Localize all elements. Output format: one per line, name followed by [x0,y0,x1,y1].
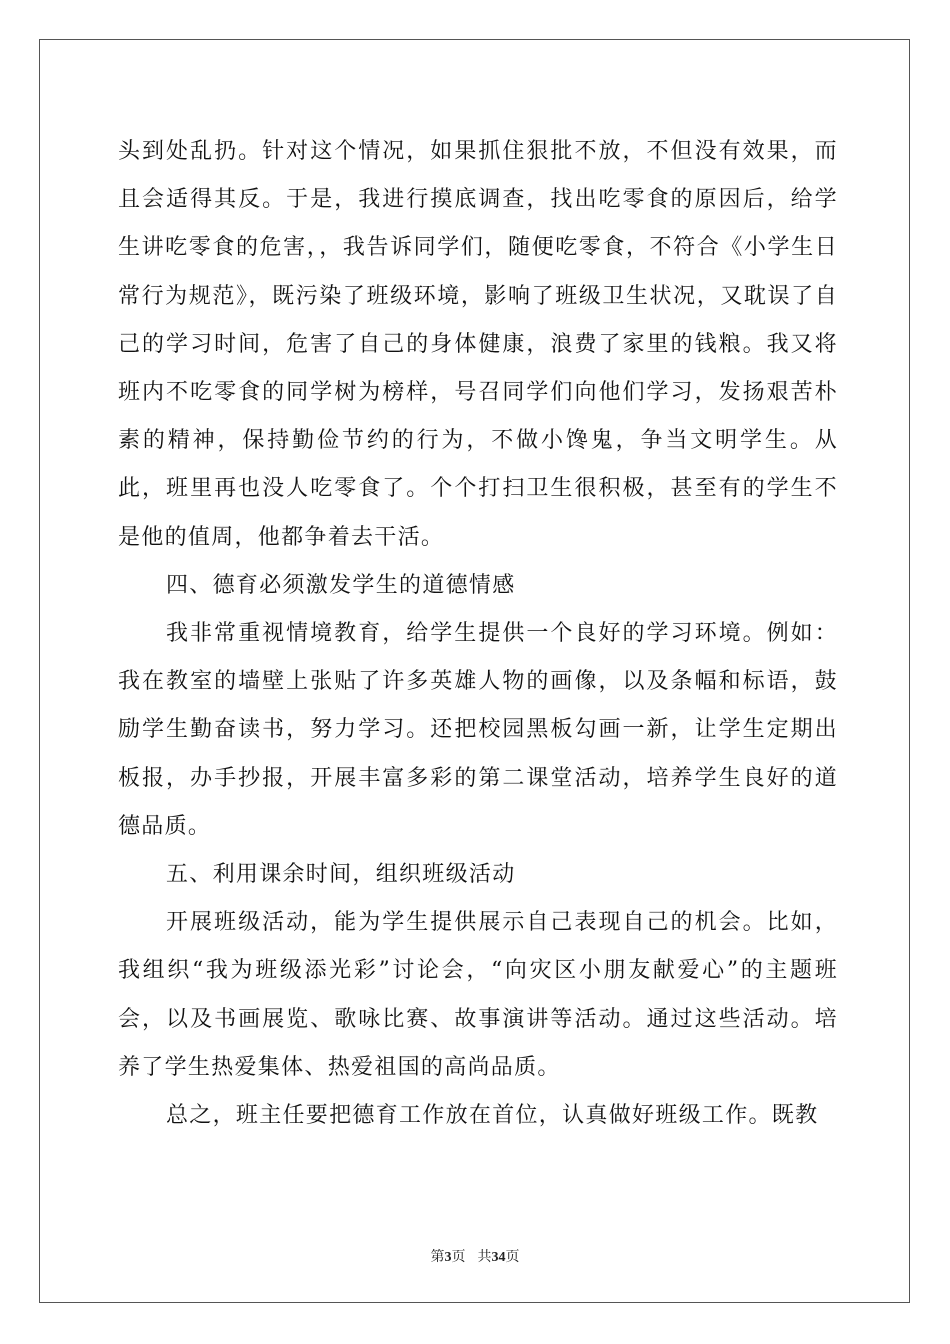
page-footer [0,1246,950,1266]
total-prefix: 共 [477,1250,492,1265]
paragraph-class-activities: 开展班级活动，能为学生提供展示自己表现自己的机会。比如，我组织“我为班级添光彩”讨论会，“向灾区小朋友献爱心”的主题班会，以及书画展览、歌咏比赛、故事演讲等活动。通过这些活动。培养了学生热爱集体、热爱祖国的高尚品质。 [118,910,838,1080]
total-pages: 34 [491,1250,506,1265]
document-body [118,128,838,1140]
section-heading-five: 五、利用课余时间，组织班级活动 [166,862,516,888]
paragraph-continuation: 头到处乱扔。针对这个情况，如果抓住狠批不放，不但没有效果，而且会适得其反。于是，我进行摸底调查，找出吃零食的原因后，给学生讲吃零食的危害，，我告诉同学们，随便吃零食，不符合《小学生日常行为规范》，既污染了班级环境，影响了班级卫生状况，又耽误了自己的学习时间，危害了自己的身体健康，浪费了家里的钱粮。我又将班内不吃零食的同学树为榜样，号召同学们向他们学习，发扬艰苦朴素的精神，保持勤俭节约的行为，不做小馋鬼，争当文明学生。从此，班里再也没人吃零食了。个个打扫卫生很积极，甚至有的学生不是他的值周，他都争着去干活。 [118,139,838,550]
total-suffix: 页 [505,1250,520,1265]
page-number: 3 [444,1250,452,1265]
page-suffix: 页 [451,1250,466,1265]
page-prefix: 第 [430,1250,445,1265]
paragraph-conclusion: 总之，班主任要把德育工作放在首位，认真做好班级工作。既教 [166,1103,819,1129]
paragraph-situational-education: 我非常重视情境教育，给学生提供一个良好的学习环境。例如：我在教室的墙壁上张贴了许多英雄人物的画像，以及条幅和标语，鼓励学生勤奋读书，努力学习。还把校园黑板勾画一新，让学生定期出板报，办手抄报，开展丰富多彩的第二课堂活动，培养学生良好的道德品质。 [118,621,838,839]
section-heading-four: 四、德育必须激发学生的道德情感 [166,572,516,598]
